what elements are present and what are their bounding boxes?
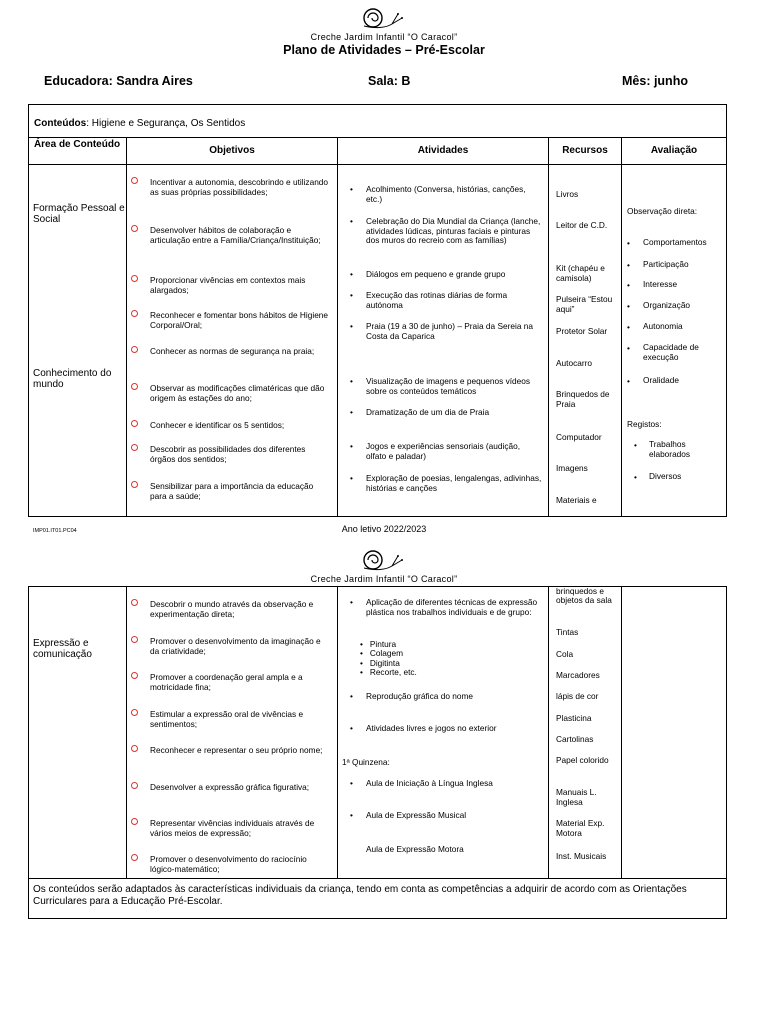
technique-item: Pintura	[369, 639, 397, 649]
resource-item: Marcadores	[556, 670, 600, 680]
school-year: Ano letivo 2022/2023	[341, 524, 427, 534]
resource-item: Livros	[556, 189, 579, 199]
bullet-icon	[131, 177, 138, 184]
bullet-icon	[131, 383, 138, 390]
resource-item: Papel colorido	[556, 755, 609, 765]
area-world-knowledge: Conhecimento do mundo	[33, 368, 112, 390]
area-expression: Expressão e comunicação	[33, 638, 92, 660]
bullet-icon	[131, 346, 138, 353]
bullet-icon	[131, 782, 138, 789]
resource-item: Pulseira “Estou aqui”	[556, 294, 613, 314]
col-header-resources: Recursos	[562, 145, 608, 156]
bullet-icon	[131, 481, 138, 488]
resource-item: Inst. Musicais	[556, 851, 607, 861]
resource-item: Imagens	[556, 463, 588, 473]
resource-item: Brinquedos de Praia	[556, 389, 610, 409]
col-header-evaluation: Avaliação	[650, 145, 698, 156]
form-code: IMP01.IT01.PC04	[33, 528, 77, 534]
bullet-icon	[131, 225, 138, 232]
contents-text: : Higiene e Segurança, Os Sentidos	[86, 118, 246, 129]
col-header-area: Área de Conteúdo	[33, 139, 121, 150]
evaluation-item: Oralidade	[643, 375, 679, 385]
page-title: Plano de Atividades – Pré-Escolar	[283, 43, 485, 57]
records-title: Registos:	[627, 419, 662, 429]
resource-item: lápis de cor	[556, 691, 599, 701]
bullet-icon	[131, 745, 138, 752]
fortnight-title: 1ª Quinzena:	[342, 757, 390, 767]
adaptation-note: Os conteúdos serão adaptados às características individuais da criança, tendo em conta as competências a adquirir de acordo com as Orientações Curriculares para a Educação Pré-Escolar.	[33, 884, 687, 907]
snail-logo	[362, 6, 408, 30]
bullet-icon	[131, 310, 138, 317]
bullet-icon	[131, 275, 138, 282]
techniques-list: • Pintura • Colagem • Digitinta • Recorte, etc.	[360, 639, 417, 678]
resource-item: Kit (chapéu e camisola)	[556, 263, 605, 283]
technique-item: Recorte, etc.	[369, 667, 417, 678]
resource-item: Manuais L. Inglesa	[556, 787, 597, 807]
contents-label: Conteúdos	[34, 118, 87, 129]
bullet-icon	[131, 854, 138, 861]
evaluation-item: Capacidade de execução	[643, 342, 699, 362]
resource-item: Materiais e	[556, 495, 597, 505]
evaluation-item: Interesse	[643, 279, 678, 289]
resource-item: brinquedos e objetos da sala	[556, 586, 612, 605]
area-personal-social: Formação Pessoal e Social	[33, 203, 125, 225]
bullet-icon	[131, 709, 138, 716]
resource-item: Leitor de C.D.	[556, 220, 608, 230]
resource-item: Cartolinas	[556, 734, 594, 744]
snail-logo	[362, 548, 408, 572]
evaluation-item: Autonomia	[643, 321, 683, 331]
room-label: Sala: B	[368, 74, 411, 88]
school-name: Creche Jardim Infantil “O Caracol”	[310, 574, 458, 584]
resource-item: Tintas	[556, 627, 579, 637]
bullet-icon	[131, 636, 138, 643]
evaluation-item: Participação	[643, 259, 689, 269]
resource-item: Material Exp. Motora	[556, 818, 605, 838]
col-header-activities: Atividades	[417, 145, 469, 156]
resource-item: Protetor Solar	[556, 326, 608, 336]
resource-item: Computador	[556, 432, 602, 442]
educator-label: Educadora: Sandra Aires	[44, 74, 193, 88]
bullet-icon	[131, 420, 138, 427]
records-item: Trabalhos elaborados	[649, 439, 691, 459]
month-label: Mês: junho	[622, 74, 688, 88]
technique-item: Digitinta	[369, 657, 400, 668]
resource-item: Cola	[556, 649, 574, 659]
bullet-icon	[131, 599, 138, 606]
technique-item: Colagem	[369, 648, 404, 659]
records-item: Diversos	[649, 471, 682, 481]
evaluation-item: Comportamentos	[643, 237, 707, 247]
bullet-icon	[131, 444, 138, 451]
evaluation-title: Observação direta:	[627, 206, 698, 216]
school-name: Creche Jardim Infantil “O Caracol”	[310, 32, 458, 42]
contents-row	[34, 118, 245, 129]
bullet-icon	[131, 818, 138, 825]
col-header-objectives: Objetivos	[209, 145, 255, 156]
evaluation-item: Organização	[643, 300, 691, 310]
resource-item: Plasticina	[556, 713, 592, 723]
resource-item: Autocarro	[556, 358, 592, 368]
bullet-icon	[131, 672, 138, 679]
motor-class: Aula de Expressão Motora	[366, 844, 464, 854]
